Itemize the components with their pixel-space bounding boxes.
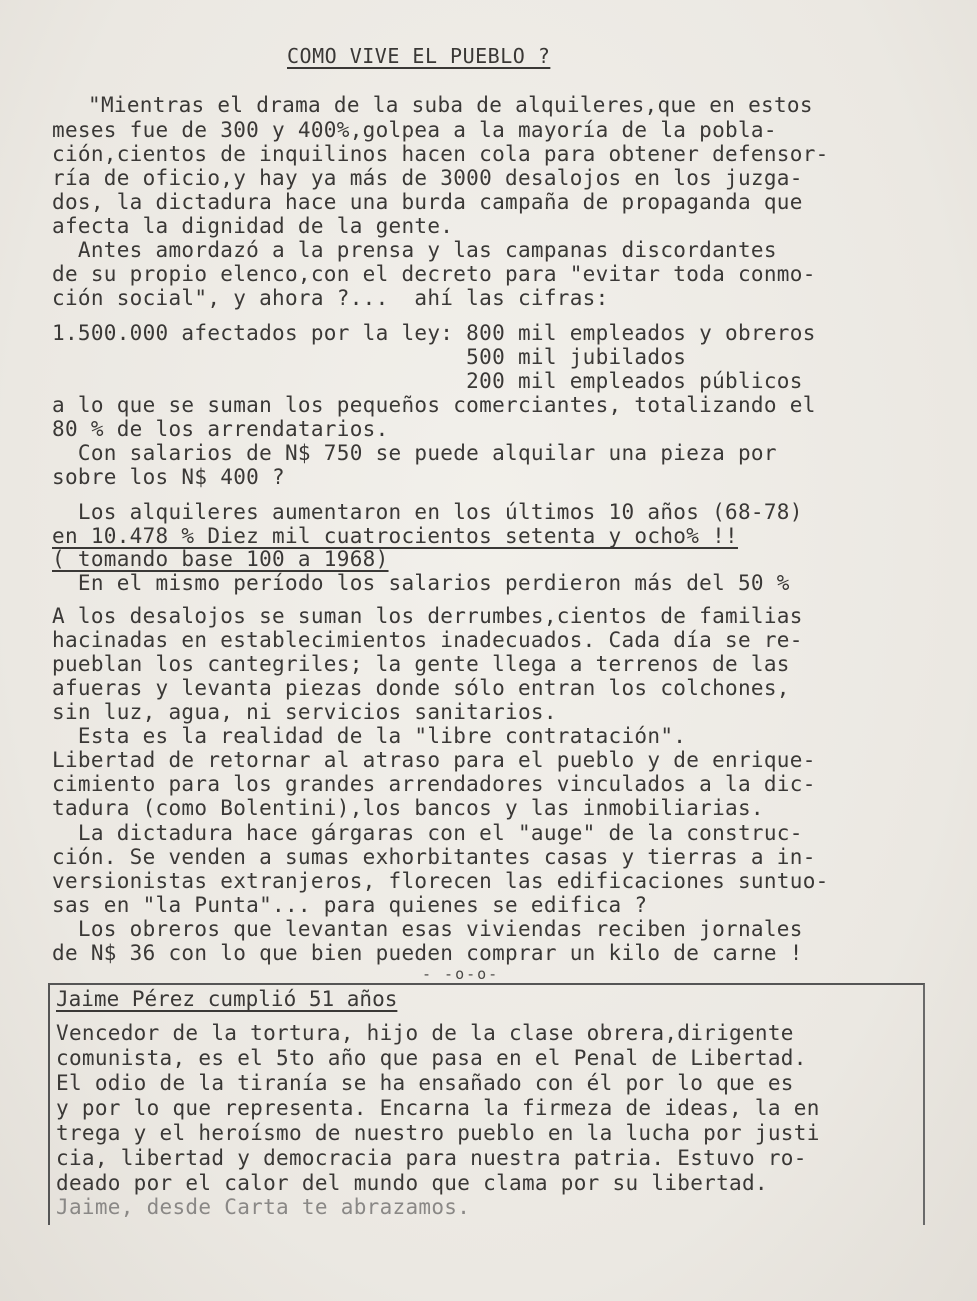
text-line: a lo que se suman los pequeños comerciantes, totalizando el bbox=[52, 393, 816, 417]
text-line: de su propio elenco,con el decreto para "evitar toda conmo- bbox=[52, 262, 816, 286]
separator: - -o-o- bbox=[422, 965, 500, 983]
text-line: 80 % de los arrendatarios. bbox=[52, 417, 389, 441]
text-line: A los desalojos se suman los derrumbes,cientos de familias bbox=[52, 604, 803, 628]
text-line: de N$ 36 con lo que bien pueden comprar un kilo de carne ! bbox=[52, 941, 803, 965]
article-title: COMO VIVE EL PUEBLO ? bbox=[287, 44, 551, 68]
box-line: Jaime, desde Carta te abrazamos. bbox=[56, 1195, 471, 1219]
text-line: afueras y levanta piezas donde sólo entran los colchones, bbox=[52, 676, 790, 700]
text-line: sin luz, agua, ni servicios sanitarios. bbox=[52, 700, 557, 724]
text-line-underlined: ( tomando base 100 a 1968) bbox=[52, 547, 389, 571]
text-line: 200 mil empleados públicos bbox=[52, 369, 803, 393]
box-line: y por lo que representa. Encarna la firmeza de ideas, la en bbox=[56, 1096, 820, 1120]
text-line: En el mismo período los salarios perdieron más del 50 % bbox=[52, 571, 790, 595]
text-line: Los obreros que levantan esas viviendas reciben jornales bbox=[52, 917, 803, 941]
text-line: Los alquileres aumentaron en los últimos 10 años (68-78) bbox=[52, 500, 803, 524]
box-line: El odio de la tiranía se ha ensañado con él por lo que es bbox=[56, 1071, 794, 1095]
text-line: sobre los N$ 400 ? bbox=[52, 465, 285, 489]
text-line: ción. Se venden a sumas exhorbitantes casas y tierras a in- bbox=[52, 845, 816, 869]
text-line: 1.500.000 afectados por la ley: 800 mil empleados y obreros bbox=[52, 321, 816, 345]
text-line-underlined: en 10.478 % Diez mil cuatrocientos setenta y ocho% !! bbox=[52, 524, 738, 548]
text-line: afecta la dignidad de la gente. bbox=[52, 214, 454, 238]
box-line: cia, libertad y democracia para nuestra patria. Estuvo ro- bbox=[56, 1146, 807, 1170]
text-line: pueblan los cantegriles; la gente llega a terrenos de las bbox=[52, 652, 790, 676]
text-line: Libertad de retornar al atraso para el pueblo y de enrique- bbox=[52, 748, 816, 772]
text-line: versionistas extranjeros, florecen las edificaciones suntuo- bbox=[52, 869, 829, 893]
text-line: "Mientras el drama de la suba de alquileres,que en estos bbox=[88, 93, 813, 117]
text-line: cimiento para los grandes arrendadores vinculados a la dic- bbox=[52, 772, 816, 796]
text-line: Antes amordazó a la prensa y las campanas discordantes bbox=[52, 238, 777, 262]
text-line: meses fue de 300 y 400%,golpea a la mayoría de la pobla- bbox=[52, 118, 777, 142]
box-line: deado por el calor del mundo que clama por su libertad. bbox=[56, 1171, 768, 1195]
text-line: ción social", y ahora ?... ahí las cifras: bbox=[52, 286, 609, 310]
text-line: hacinadas en establecimientos inadecuados. Cada día se re- bbox=[52, 628, 803, 652]
text-line: ría de oficio,y hay ya más de 3000 desalojos en los juzga- bbox=[52, 166, 803, 190]
text-line: 500 mil jubilados bbox=[52, 345, 687, 369]
text-line: Con salarios de N$ 750 se puede alquilar una pieza por bbox=[52, 441, 777, 465]
box-line: comunista, es el 5to año que pasa en el Penal de Libertad. bbox=[56, 1046, 807, 1070]
text-line: ción,cientos de inquilinos hacen cola para obtener defensor- bbox=[52, 142, 829, 166]
text-line: sas en "la Punta"... para quienes se edifica ? bbox=[52, 893, 648, 917]
box-line: Vencedor de la tortura, hijo de la clase obrera,dirigente bbox=[56, 1021, 794, 1045]
text-line: Esta es la realidad de la "libre contratación". bbox=[52, 724, 687, 748]
box-line: trega y el heroísmo de nuestro pueblo en la lucha por justi bbox=[56, 1121, 820, 1145]
text-line: dos, la dictadura hace una burda campaña de propaganda que bbox=[52, 190, 803, 214]
text-line: tadura (como Bolentini),los bancos y las inmobiliarias. bbox=[52, 796, 764, 820]
text-line: La dictadura hace gárgaras con el "auge" de la construc- bbox=[52, 821, 803, 845]
box-title: Jaime Pérez cumplió 51 años bbox=[56, 987, 398, 1011]
